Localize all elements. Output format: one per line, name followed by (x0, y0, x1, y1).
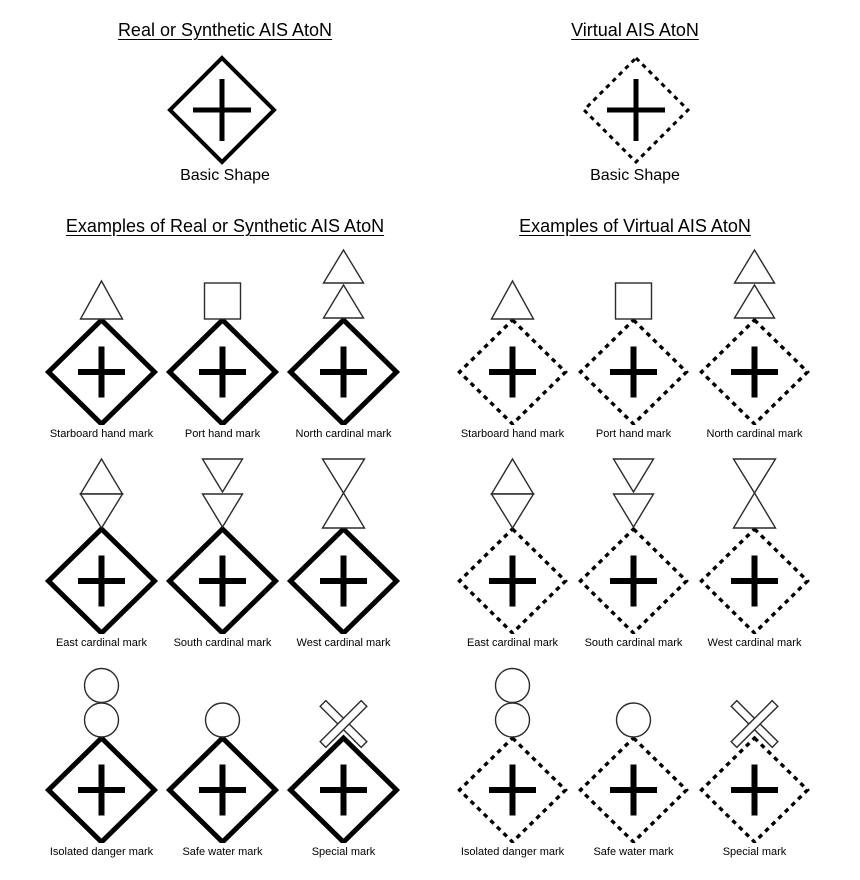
basic-shape-dashed-diamond-icon (561, 54, 711, 166)
two-cones-up-over-solid-diamond-icon (283, 248, 404, 425)
two-spheres-over-solid-diamond-icon (41, 666, 162, 843)
cone-up-over-dashed-diamond-icon (452, 248, 573, 425)
example-label: Isolated danger mark (460, 846, 565, 858)
example-port-hand-mark (162, 248, 283, 444)
example-south-cardinal-mark (573, 457, 694, 653)
example-label: Port hand mark (184, 428, 261, 440)
sphere-over-dashed-diamond-icon (573, 666, 694, 843)
example-isolated-danger-mark (452, 666, 573, 862)
sphere-over-solid-diamond-icon (162, 666, 283, 843)
example-label: West cardinal mark (296, 637, 391, 649)
example-safe-water-mark (162, 666, 283, 862)
example-label: Safe water mark (182, 846, 263, 858)
example-label: East cardinal mark (466, 637, 559, 649)
x-shape-over-dashed-diamond-icon (694, 666, 815, 843)
example-isolated-danger-mark (41, 666, 162, 862)
example-port-hand-mark (573, 248, 694, 444)
virtual-title: Virtual AIS AtoN (571, 20, 699, 40)
example-west-cardinal-mark (283, 457, 404, 653)
example-north-cardinal-mark (694, 248, 815, 444)
two-cones-base-to-base-over-dashed-diamond-icon (452, 457, 573, 634)
example-label: Special mark (311, 846, 376, 858)
example-label: South cardinal mark (173, 637, 272, 649)
example-north-cardinal-mark (283, 248, 404, 444)
example-label: East cardinal mark (55, 637, 148, 649)
example-label: North cardinal mark (295, 428, 392, 440)
cone-up-over-solid-diamond-icon (41, 248, 162, 425)
example-label: Starboard hand mark (49, 428, 154, 440)
example-starboard-hand-mark (452, 248, 573, 444)
example-special-mark (283, 666, 404, 862)
example-south-cardinal-mark (162, 457, 283, 653)
two-cones-up-over-dashed-diamond-icon (694, 248, 815, 425)
square-over-solid-diamond-icon (162, 248, 283, 425)
two-cones-down-over-solid-diamond-icon (162, 457, 283, 634)
real-synthetic-title: Real or Synthetic AIS AtoN (117, 20, 333, 40)
examples-title-real-synthetic: Examples of Real or Synthetic AIS AtoN (65, 216, 385, 236)
two-cones-point-to-point-over-dashed-diamond-icon (694, 457, 815, 634)
example-label: West cardinal mark (707, 637, 802, 649)
two-cones-base-to-base-over-solid-diamond-icon (41, 457, 162, 634)
example-special-mark (694, 666, 815, 862)
basic-shape-label-left: Basic Shape (180, 167, 270, 184)
example-safe-water-mark (573, 666, 694, 862)
square-over-dashed-diamond-icon (573, 248, 694, 425)
x-shape-over-solid-diamond-icon (283, 666, 404, 843)
example-east-cardinal-mark (41, 457, 162, 653)
example-label: South cardinal mark (584, 637, 683, 649)
example-label: Starboard hand mark (460, 428, 565, 440)
example-east-cardinal-mark (452, 457, 573, 653)
example-label: Special mark (722, 846, 787, 858)
examples-grid-virtual (452, 248, 815, 862)
example-starboard-hand-mark (41, 248, 162, 444)
two-cones-point-to-point-over-solid-diamond-icon (283, 457, 404, 634)
examples-title-virtual: Examples of Virtual AIS AtoN (519, 216, 751, 236)
two-cones-down-over-dashed-diamond-icon (573, 457, 694, 634)
example-west-cardinal-mark (694, 457, 815, 653)
example-label: Safe water mark (593, 846, 674, 858)
basic-shape-solid-diamond-icon (147, 54, 297, 166)
basic-shape-label-right: Basic Shape (590, 167, 680, 184)
example-label: North cardinal mark (706, 428, 803, 440)
examples-grid-real-synthetic (41, 248, 404, 862)
example-label: Port hand mark (595, 428, 672, 440)
example-label: Isolated danger mark (49, 846, 154, 858)
two-spheres-over-dashed-diamond-icon (452, 666, 573, 843)
